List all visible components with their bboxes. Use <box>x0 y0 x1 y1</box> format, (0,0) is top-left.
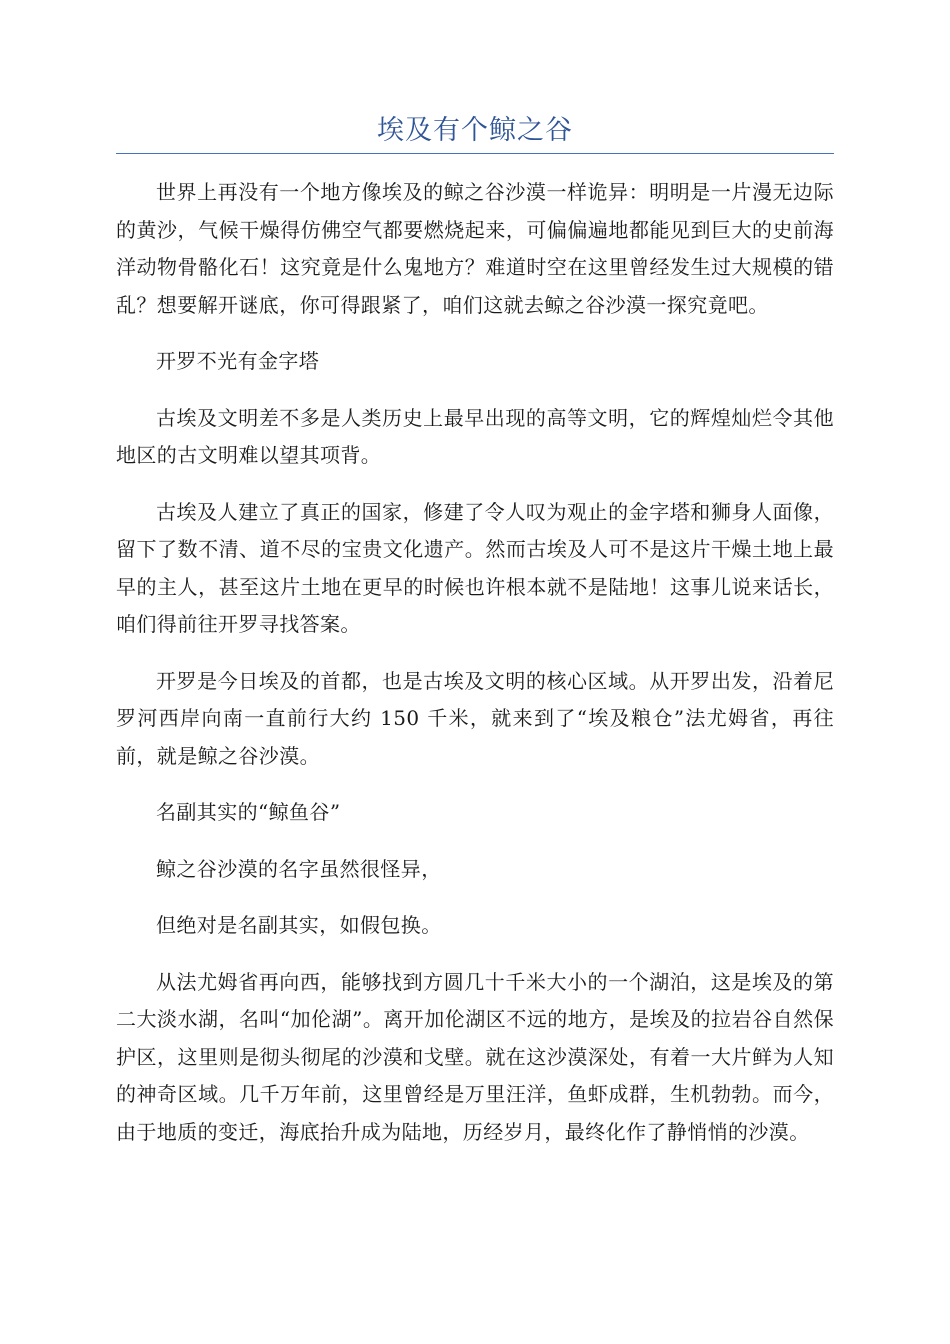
title-underline <box>116 153 834 154</box>
paragraph: 开罗是今日埃及的首都，也是古埃及文明的核心区域。从开罗出发，沿着尼罗河西岸向南一直前行大约 150 千米，就来到了“埃及粮仓”法尤姆省，再往前，就是鲸之谷沙漠。 <box>116 668 834 768</box>
paragraph: 鲸之谷沙漠的名字虽然很怪异， <box>156 856 442 881</box>
paragraph: 古埃及文明差不多是人类历史上最早出现的高等文明，它的辉煌灿烂令其他地区的古文明难以望其项背。 <box>116 405 834 467</box>
paragraph: 古埃及人建立了真正的国家，修建了令人叹为观止的金字塔和狮身人面像，留下了数不清、道不尽的宝贵文化遗产。然而古埃及人可不是这片干燥土地上最早的主人，甚至这片土地在更早的时候也许根本就不是陆地！这事儿说来话长，咱们得前往开罗寻找答案。 <box>116 499 834 636</box>
paragraph: 世界上再没有一个地方像埃及的鲸之谷沙漠一样诡异：明明是一片漫无边际的黄沙，气候干燥得仿佛空气都要燃烧起来，可偏偏遍地都能见到巨大的史前海洋动物骨骼化石！这究竟是什么鬼地方？难道时空在这里曾经发生过大规模的错乱？想要解开谜底，你可得跟紧了，咱们这就去鲸之谷沙漠一探究竟吧。 <box>116 180 834 317</box>
document-title: 埃及有个鲸之谷 <box>377 115 573 146</box>
section-heading: 开罗不光有金字塔 <box>156 349 320 373</box>
paragraph: 从法尤姆省再向西，能够找到方圆几十千米大小的一个湖泊，这是埃及的第二大淡水湖，名叫“加伦湖”。离开加伦湖区不远的地方，是埃及的拉岩谷自然保护区，这里则是彻头彻尾的沙漠和戈壁。就在这沙漠深处，有着一大片鲜为人知的神奇区域。几千万年前，这里曾经是万里汪洋，鱼虾成群，生机勃勃。而今，由于地质的变迁，海底抬升成为陆地，历经岁月，最终化作了静悄悄的沙漠。 <box>116 969 834 1144</box>
paragraph: 但绝对是名副其实，如假包换。 <box>156 913 442 937</box>
section-heading: 名副其实的“鲸鱼谷” <box>156 800 341 824</box>
document-body <box>116 174 834 1170</box>
